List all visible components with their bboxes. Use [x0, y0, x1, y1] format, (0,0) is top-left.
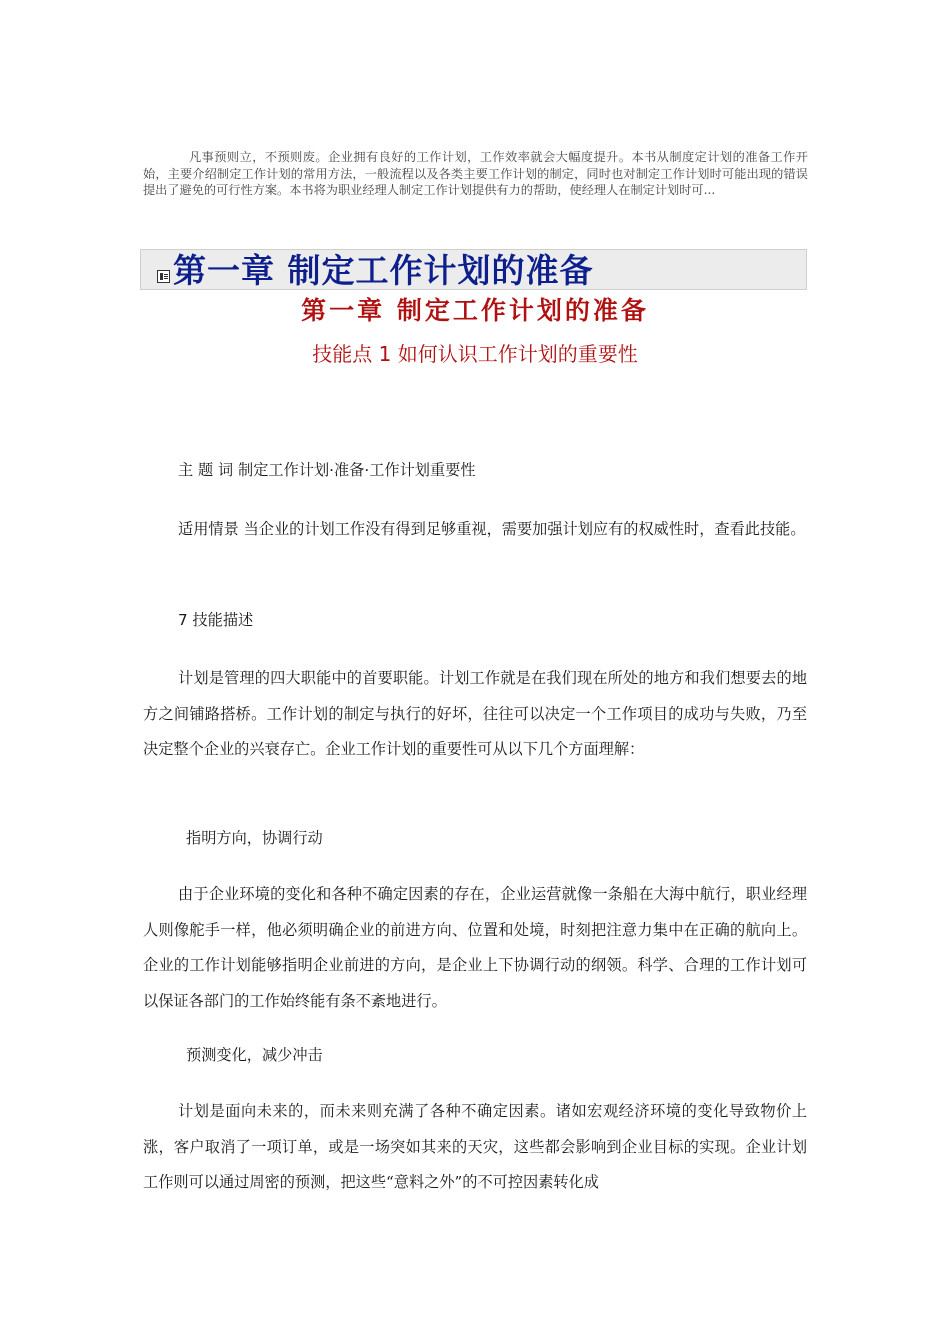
document-icon — [157, 270, 170, 283]
chapter-header-bar — [140, 249, 807, 290]
keywords-line: 主 题 词 制定工作计划·准备·工作计划重要性 — [178, 461, 476, 479]
point-prediction: 预测变化，减少冲击 — [186, 1046, 323, 1064]
point-direction: 指明方向，协调行动 — [186, 829, 323, 847]
chapter-header-title: 第一章 制定工作计划的准备 — [173, 251, 594, 290]
chapter-title: 第一章 制定工作计划的准备 — [301, 296, 649, 325]
paragraph-direction: 由于企业环境的变化和各种不确定因素的存在，企业运营就像一条船在大海中航行，职业经理人则像舵手一样，他必须明确企业的前进方向、位置和处境，时刻把注意力集中在正确的航向上。企业的工作计划能够指明企业前进的方向，是企业上下协调行动的纲领。科学、合理的工作计划可以保证各部门的工作始终能有条不紊地进行。 — [143, 885, 807, 1010]
skill-description-heading: 7 技能描述 — [178, 611, 254, 629]
scenario-paragraph: 适用情景 当企业的计划工作没有得到足够重视，需要加强计划应有的权威性时，查看此技能。 — [178, 520, 806, 538]
skill-title: 技能点 1 如何认识工作计划的重要性 — [312, 342, 638, 366]
paragraph-importance: 计划是管理的四大职能中的首要职能。计划工作就是在我们现在所处的地方和我们想要去的地方之间铺路搭桥。工作计划的制定与执行的好坏，往往可以决定一个工作项目的成功与失败，乃至决定整个企业的兴衰存亡。企业工作计划的重要性可从以下几个方面理解： — [143, 669, 807, 758]
paragraph-prediction: 计划是面向未来的，而未来则充满了各种不确定因素。诸如宏观经济环境的变化导致物价上涨，客户取消了一项订单，或是一场突如其来的天灾，这些都会影响到企业目标的实现。企业计划工作则可以通过周密的预测，把这些“意料之外”的不可控因素转化成 — [143, 1102, 807, 1191]
intro-summary: 凡事预则立，不预则废。企业拥有良好的工作计划，工作效率就会大幅度提升。本书从制度定计划的准备工作开始，主要介绍制定工作计划的常用方法，一般流程以及各类主要工作计划的制定，同时也对制定工作计划时可能出现的错误提出了避免的可行性方案。本书将为职业经理人制定工作计划提供有力的帮助，使经理人在制定计划时可... — [143, 150, 808, 197]
